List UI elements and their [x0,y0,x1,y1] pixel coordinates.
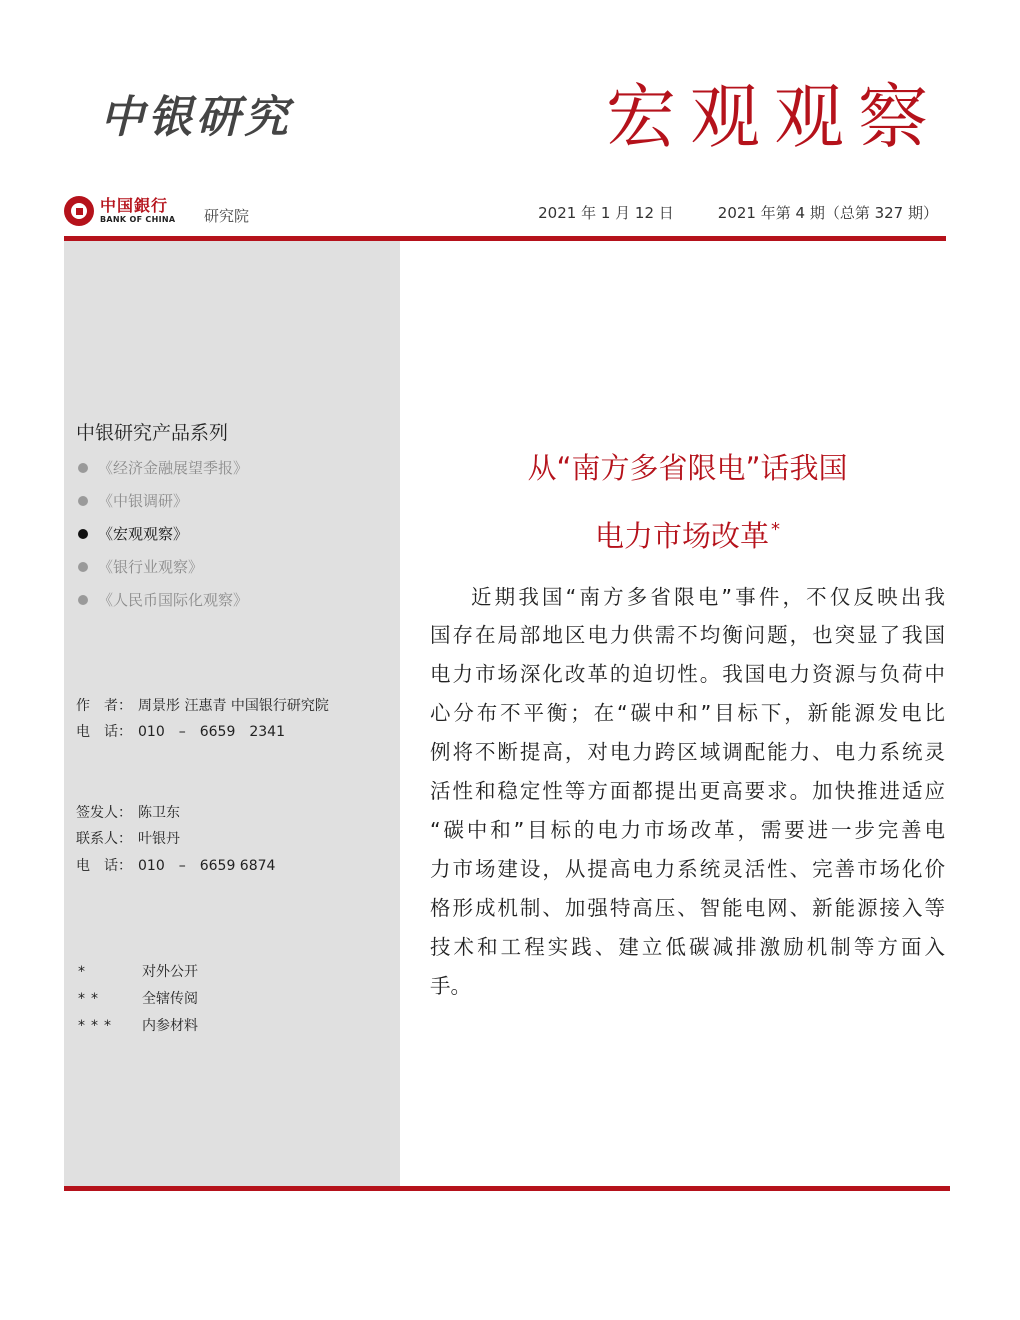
footer-divider [64,1186,950,1191]
product-item[interactable] [78,457,248,490]
classification-label: 全辖传阅 [142,991,198,1007]
classification-stars: *** [78,1018,117,1034]
signer-label: 签发人： [76,805,132,821]
product-item[interactable] [78,589,248,622]
bullet-icon [78,529,88,539]
article-title-line-2 [430,514,945,555]
classification-row [78,961,198,981]
logo-chinese-name: 中国銀行 [100,196,169,215]
product-series-heading: 中银研究产品系列 [76,422,229,444]
author-label: 作 者： [76,698,132,714]
classification-row [78,988,198,1008]
article-title-text: 电力市场改革 [594,519,769,553]
footnote-mark: * [771,519,780,541]
abstract-line: 活性和稳定性等方面都提出更高要求。加快推进适应 [430,779,945,803]
abstract-line: 国存在局部地区电力供需不均衡问题，也突显了我国 [430,623,945,647]
classification-row [78,1015,198,1035]
contact-row [76,828,180,848]
phone-value: 010 – 6659 2341 [138,724,285,740]
product-label: 《中银调研》 [98,492,189,510]
abstract-line: 手。 [430,974,471,998]
phone-label: 电 话： [76,858,132,874]
logo-english-name: BANK OF CHINA [100,215,176,224]
product-label: 《宏观观察》 [98,525,189,543]
abstract-line: 格形成机制、加强特高压、智能电网、新能源接入等 [430,896,945,920]
brand-calligraphy-logo: 中银研究 [100,92,292,143]
classification-label: 内参材料 [142,1018,198,1034]
signer-row [76,802,180,822]
bank-of-china-logo-icon [64,196,94,226]
abstract-line: 心分布不平衡；在“碳中和”目标下，新能源发电比 [430,701,945,725]
bullet-icon [78,595,88,605]
author-value: 周景彤 汪惠青 中国银行研究院 [138,698,329,714]
bullet-icon [78,562,88,572]
product-label: 《银行业观察》 [98,558,204,576]
series-title: 宏观观察 [606,76,942,158]
signer-value: 陈卫东 [138,805,180,821]
abstract-line: “碳中和”目标的电力市场改革，需要进一步完善电 [430,818,945,842]
product-item[interactable] [78,490,248,523]
classification-label: 对外公开 [142,964,198,980]
contact-value: 叶银丹 [138,831,180,847]
article-title-line-1: 从“南方多省限电”话我国 [527,451,848,485]
product-label: 《经济金融展望季报》 [98,459,249,477]
phone-row [76,855,275,875]
abstract-line: 近期我国“南方多省限电”事件，不仅反映出我 [471,585,945,609]
publication-date: 2021 年 1 月 12 日 [538,204,674,222]
publication-info [538,202,938,223]
author-row [76,695,329,715]
abstract-line: 电力市场深化改革的迫切性。我国电力资源与负荷中 [430,662,945,686]
phone-row [76,721,285,741]
bullet-icon [78,463,88,473]
product-label: 《人民币国际化观察》 [98,591,249,609]
abstract-line: 技术和工程实践、建立低碳减排激励机制等方面入 [430,935,945,959]
phone-value: 010 – 6659 6874 [138,858,276,874]
classification-stars: * [78,964,91,980]
phone-label: 电 话： [76,724,132,740]
classification-stars: ** [78,991,104,1007]
product-list [78,457,248,622]
abstract-line: 例将不断提高，对电力跨区域调配能力、电力系统灵 [430,740,945,764]
institute-name: 研究院 [204,207,250,225]
bullet-icon [78,496,88,506]
contact-label: 联系人： [76,831,132,847]
product-item-active[interactable] [78,523,248,556]
product-item[interactable] [78,556,248,589]
issue-number: 2021 年第 4 期（总第 327 期） [717,204,938,222]
abstract-line: 力市场建设，从提高电力系统灵活性、完善市场化价 [430,857,945,881]
